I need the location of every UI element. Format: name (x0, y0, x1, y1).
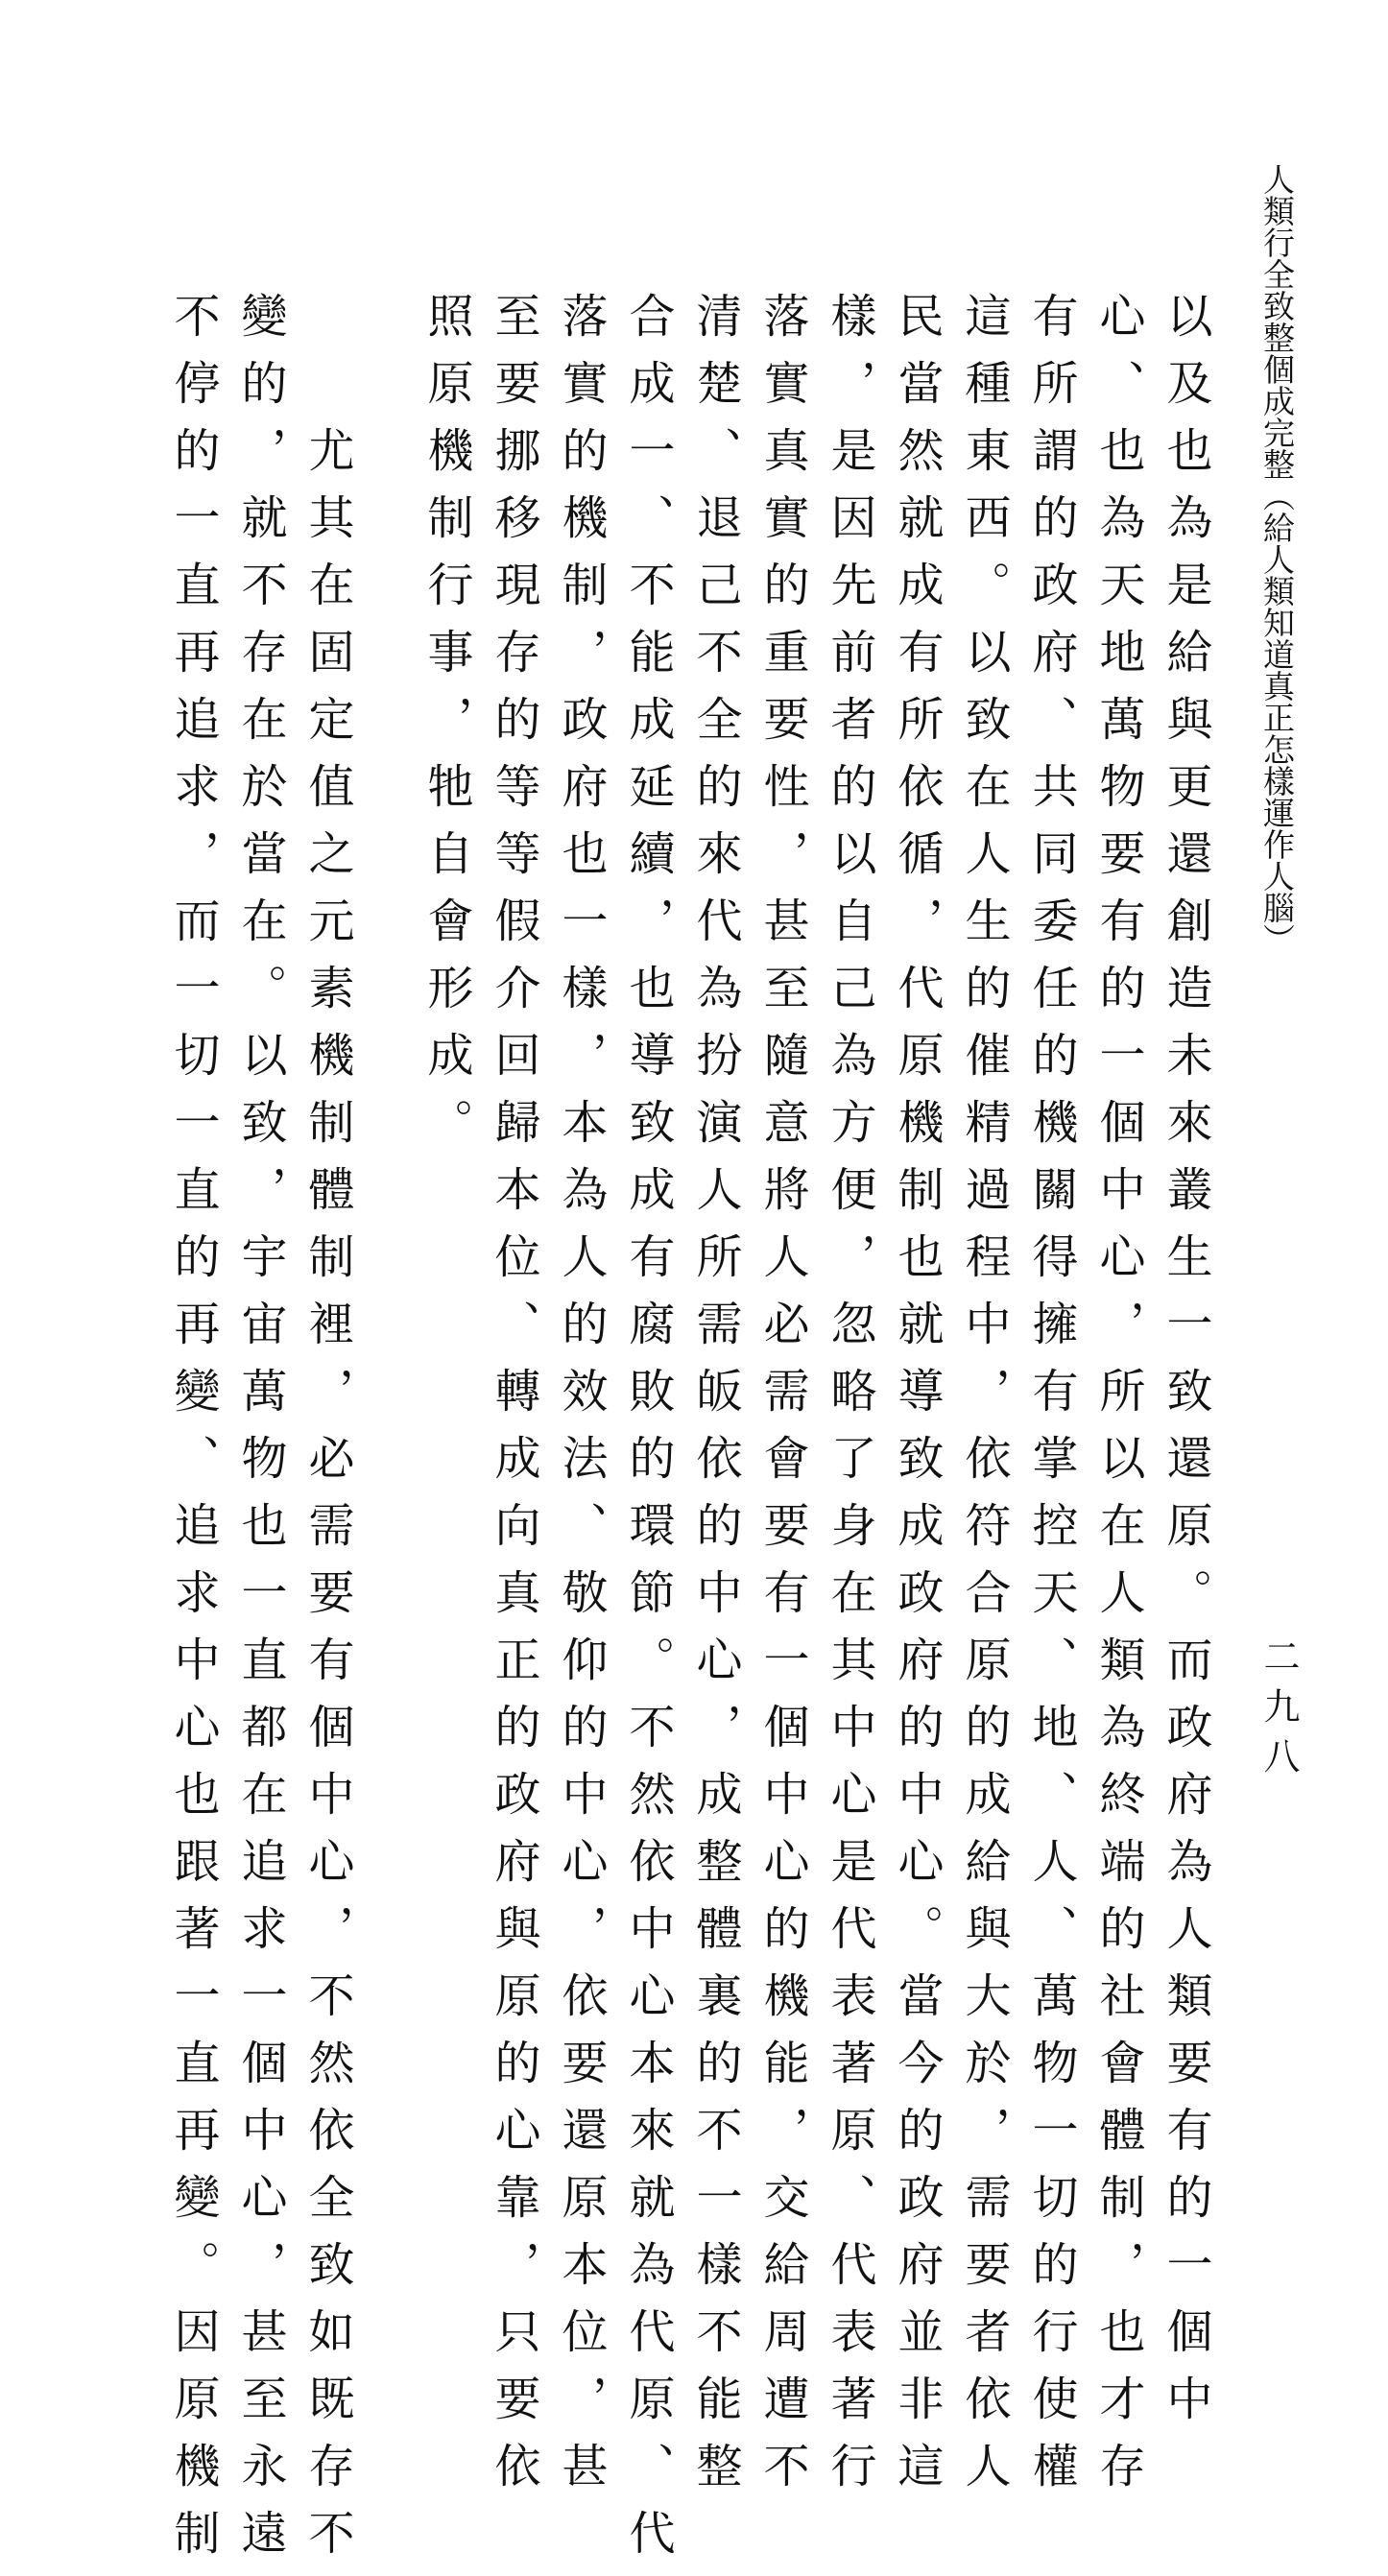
running-header-title: 人類行全致整個成完整︵給人類知道真正怎樣運作人腦︶ (1258, 163, 1296, 955)
text-column: 民當然就成有所依循，代原機制也就導致成政府的中心。當今的政府並非這 (890, 292, 944, 2509)
text-column: 合成一、不能成延續，也導致成有腐敗的環節。不然依中心本來就為代原、代 (621, 292, 675, 2576)
text-column: 落實真實的重要性，甚至隨意將人必需會要有一個中心的機能，交給周遭不 (755, 292, 809, 2509)
text-column: 落實的機制，政府也一樣，本為人的效法、敬仰的中心，依要還原本位，甚 (554, 292, 608, 2509)
text-column: 以及也為是給與更還創造未來叢生一致還原。而政府為人類要有的一個中 (1159, 292, 1212, 2442)
text-column: 心、也為天地萬物要有的一個中心，所以在人類為終端的社會體制，也才存 (1091, 292, 1145, 2509)
text-column: 不停的一直再追求，而一切一直的再變、追求中心也跟著一直再變。因原機制 (166, 292, 220, 2576)
page-number: 二九八 (1257, 1637, 1300, 1787)
text-column: 變的，就不存在於當在。以致，宇宙萬物也一直都在追求一個中心，甚至永遠 (233, 292, 287, 2576)
body-text (159, 292, 1219, 2576)
text-column: 至要挪移現存的等等假介回歸本位、轉成向真正的政府與原的心靠，只要依 (487, 292, 540, 2509)
text-column: 清楚、退己不全的來代為扮演人所需皈依的中心，成整體裏的不一樣不能整 (688, 292, 742, 2509)
text-column: 這種東西。以致在人生的催精過程中，依符合原的成給與大於，需要者依人 (957, 292, 1011, 2509)
text-column: 照原機制行事，牠自會形成。 (419, 292, 473, 1165)
paragraph-start-column: 尤其在固定值之元素機制體制裡，必需要有個中心，不然依全致如既存不 (300, 426, 354, 2576)
text-column: 有所謂的政府、共同委任的機關得擁有掌控天、地、人、萬物一切的行使權 (1024, 292, 1078, 2509)
text-column: 樣，是因先前者的以自己為方便，忽略了身在其中心是代表著原、代表著行 (823, 292, 876, 2509)
